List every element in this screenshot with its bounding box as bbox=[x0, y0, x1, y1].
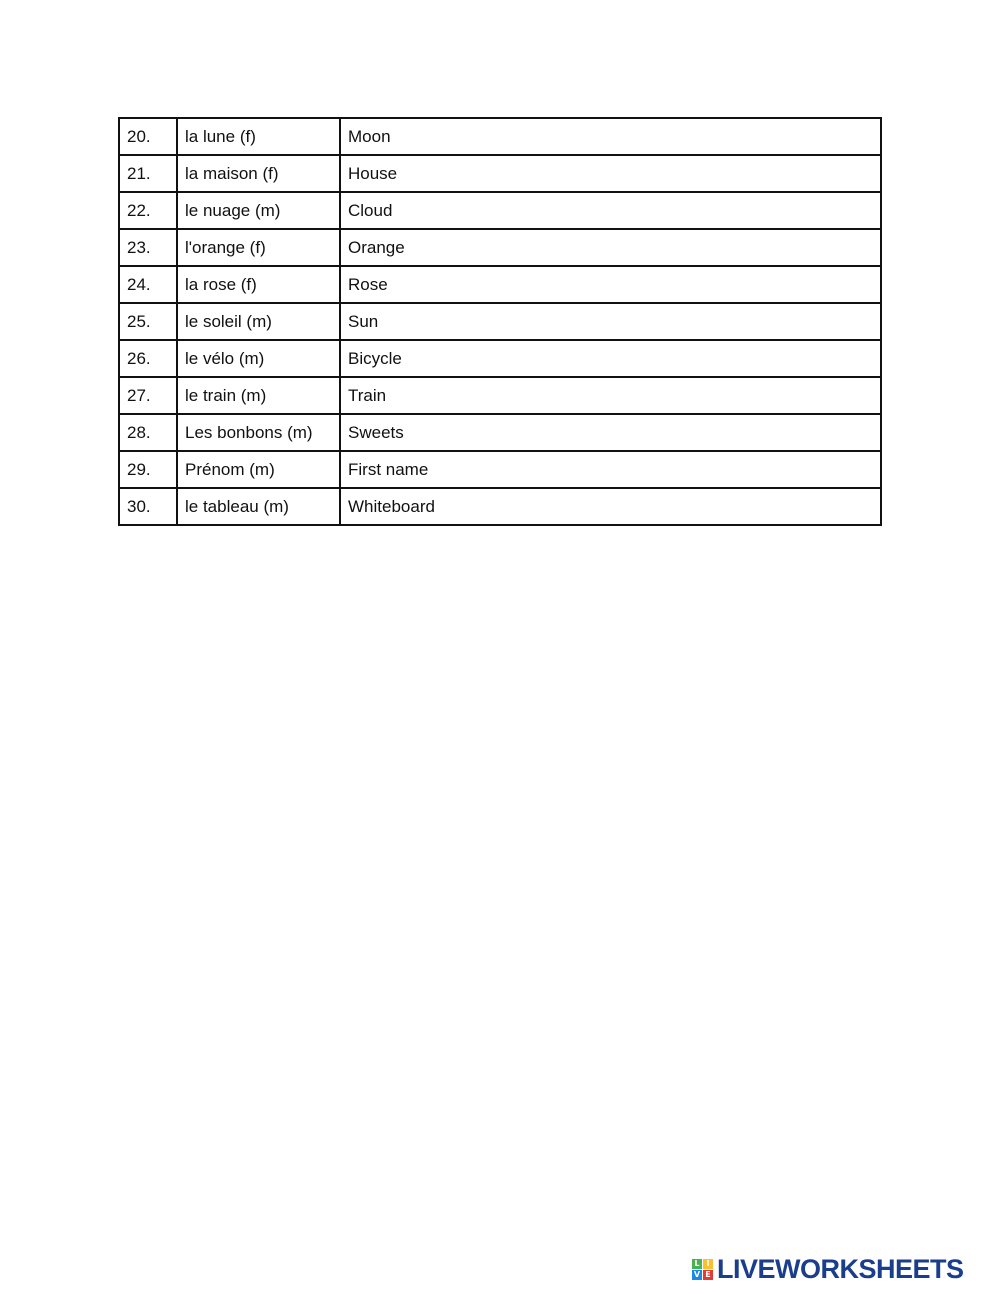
table-row bbox=[119, 303, 881, 340]
row-number: 27. bbox=[119, 377, 177, 414]
french-word: la rose (f) bbox=[177, 266, 340, 303]
row-number: 20. bbox=[119, 118, 177, 155]
english-word: Rose bbox=[340, 266, 881, 303]
french-word: le tableau (m) bbox=[177, 488, 340, 525]
french-word: le train (m) bbox=[177, 377, 340, 414]
logo-mark-icon bbox=[692, 1259, 713, 1280]
english-word: Bicycle bbox=[340, 340, 881, 377]
english-word: Moon bbox=[340, 118, 881, 155]
row-number: 24. bbox=[119, 266, 177, 303]
table-row bbox=[119, 451, 881, 488]
row-number: 25. bbox=[119, 303, 177, 340]
english-word: Orange bbox=[340, 229, 881, 266]
table-row bbox=[119, 192, 881, 229]
french-word: la maison (f) bbox=[177, 155, 340, 192]
row-number: 21. bbox=[119, 155, 177, 192]
french-word: le soleil (m) bbox=[177, 303, 340, 340]
french-word: la lune (f) bbox=[177, 118, 340, 155]
logo-text: LIVEWORKSHEETS bbox=[717, 1254, 964, 1284]
french-word: le vélo (m) bbox=[177, 340, 340, 377]
table-row bbox=[119, 155, 881, 192]
english-word: House bbox=[340, 155, 881, 192]
logo-mark-letter: E bbox=[703, 1270, 713, 1280]
french-word: Les bonbons (m) bbox=[177, 414, 340, 451]
row-number: 22. bbox=[119, 192, 177, 229]
table-row bbox=[119, 229, 881, 266]
liveworksheets-logo bbox=[692, 1256, 964, 1282]
table-row bbox=[119, 414, 881, 451]
english-word: Whiteboard bbox=[340, 488, 881, 525]
row-number: 23. bbox=[119, 229, 177, 266]
table-row bbox=[119, 377, 881, 414]
english-word: Cloud bbox=[340, 192, 881, 229]
english-word: Sun bbox=[340, 303, 881, 340]
english-word: Train bbox=[340, 377, 881, 414]
row-number: 30. bbox=[119, 488, 177, 525]
english-word: First name bbox=[340, 451, 881, 488]
logo-mark-letter: V bbox=[693, 1269, 701, 1279]
logo-mark-letter: L bbox=[692, 1259, 702, 1269]
french-word: l'orange (f) bbox=[177, 229, 340, 266]
vocabulary-table bbox=[118, 117, 882, 526]
table-row bbox=[119, 488, 881, 525]
table-row bbox=[119, 266, 881, 303]
vocabulary-table-body bbox=[119, 118, 881, 525]
row-number: 26. bbox=[119, 340, 177, 377]
table-row bbox=[119, 118, 881, 155]
french-word: le nuage (m) bbox=[177, 192, 340, 229]
french-word: Prénom (m) bbox=[177, 451, 340, 488]
logo-mark-letter: I bbox=[703, 1259, 713, 1269]
english-word: Sweets bbox=[340, 414, 881, 451]
table-row bbox=[119, 340, 881, 377]
row-number: 29. bbox=[119, 451, 177, 488]
row-number: 28. bbox=[119, 414, 177, 451]
